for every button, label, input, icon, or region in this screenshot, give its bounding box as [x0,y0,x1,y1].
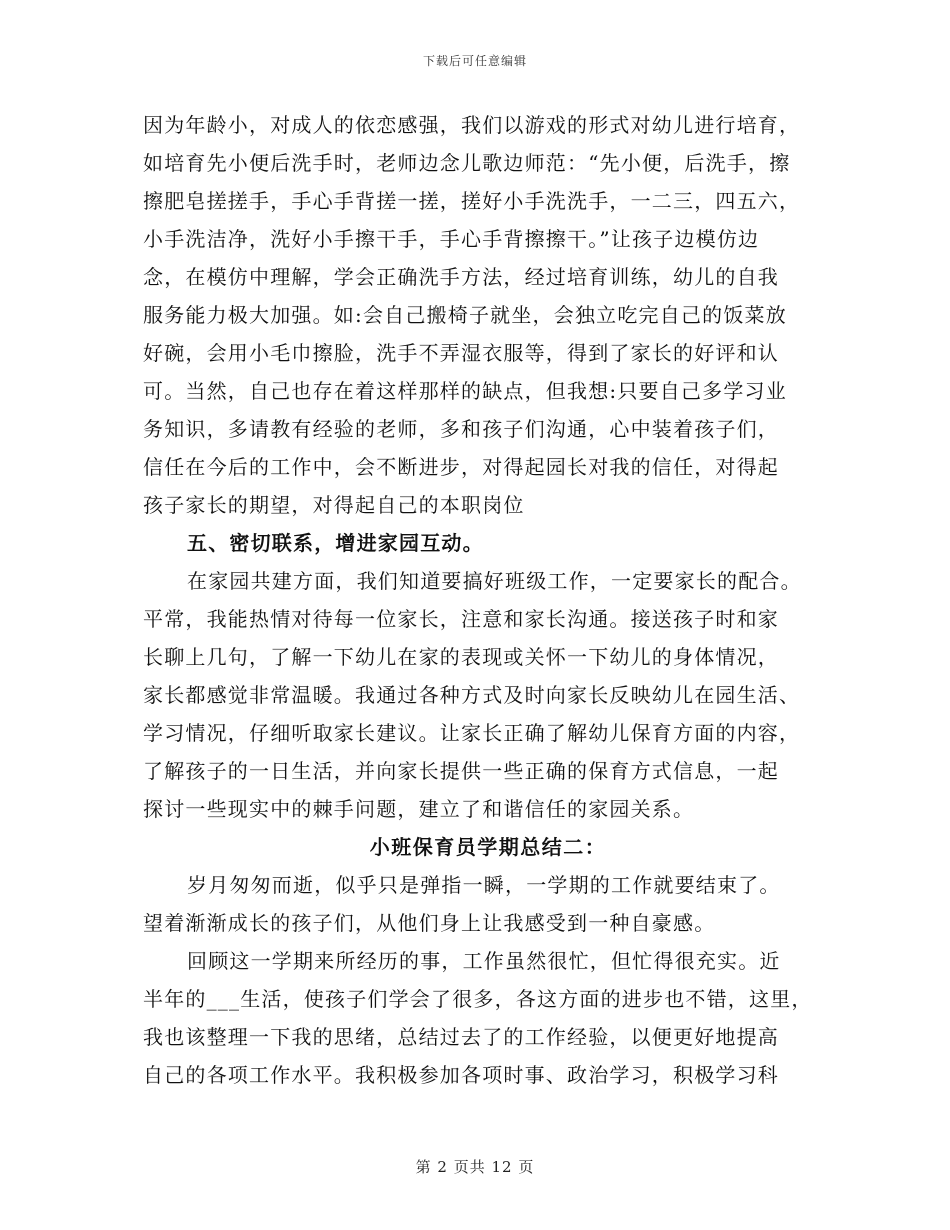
body-line: 长聊上几句，了解一下幼儿在家的表现或关怀一下幼儿的身体情况， [143,645,779,669]
summary-title: 小班保育员学期总结二： [369,835,607,859]
body-line: 可。当然，自己也存在着这样那样的缺点，但我想:只要自己多学习业 [143,379,787,403]
body-line: 了解孩子的一日生活，并向家长提供一些正确的保育方式信息，一起 [143,759,779,783]
document-body [143,106,833,1094]
body-line: 平常，我能热情对待每一位家长，注意和家长沟通。接送孩子时和家 [143,607,779,631]
body-line: 回顾这一学期来所经历的事，工作虽然很忙，但忙得很充实。近 [187,949,781,973]
body-line: 务知识，多请教有经验的老师，多和孩子们沟通，心中装着孩子们， [143,417,779,441]
body-line: 家长都感觉非常温暖。我通过各种方式及时向家长反映幼儿在园生活、 [143,683,801,707]
section-heading: 五、密切联系，增进家园互动。 [187,531,484,555]
body-line: 念，在模仿中理解，学会正确洗手方法，经过培育训练，幼儿的自我 [143,265,779,289]
body-line: 自己的各项工作水平。我积极参加各项时事、政治学习，积极学习科 [143,1063,779,1087]
body-line: 我也该整理一下我的思绪，总结过去了的工作经验，以便更好地提高 [143,1025,779,1049]
body-line: 如培育先小便后洗手时，老师边念儿歌边师范：“先小便，后洗手，擦 [143,151,791,175]
body-line: 信任在今后的工作中，会不断进步，对得起园长对我的信任，对得起 [143,455,779,479]
body-line: 服务能力极大加强。如:会自己搬椅子就坐，会独立吃完自己的饭菜放 [143,303,787,327]
body-line: 因为年龄小，对成人的依恋感强，我们以游戏的形式对幼儿进行培育， [143,113,801,137]
body-line: 在家园共建方面，我们知道要搞好班级工作，一定要家长的配合。 [187,569,802,593]
body-line: 小手洗洁净，洗好小手擦干手，手心手背擦擦干。”让孩子边模仿边 [143,227,760,251]
body-line: 岁月匆匆而逝，似乎只是弹指一瞬，一学期的工作就要结束了。 [187,873,781,897]
page-number-footer: 第 2 页共 12 页 [415,1158,535,1176]
body-line: 擦肥皂搓搓手，手心手背搓一搓，搓好小手洗洗手，一二三，四五六， [143,189,801,213]
body-line: 孩子家长的期望，对得起自己的本职岗位 [143,493,525,517]
body-line: 好碗，会用小毛巾擦脸，洗手不弄湿衣服等，得到了家长的好评和认 [143,341,779,365]
body-line: 望着渐渐成长的孩子们，从他们身上让我感受到一种自豪感。 [143,911,716,935]
body-line: 学习情况，仔细听取家长建议。让家长正确了解幼儿保育方面的内容， [143,721,801,745]
body-line: 半年的___生活，使孩子们学会了很多，各这方面的进步也不错，这里， [143,987,813,1011]
body-line: 探讨一些现实中的棘手问题，建立了和谐信任的家园关系。 [143,797,695,821]
page-header: 下载后可任意编辑 [422,54,527,68]
